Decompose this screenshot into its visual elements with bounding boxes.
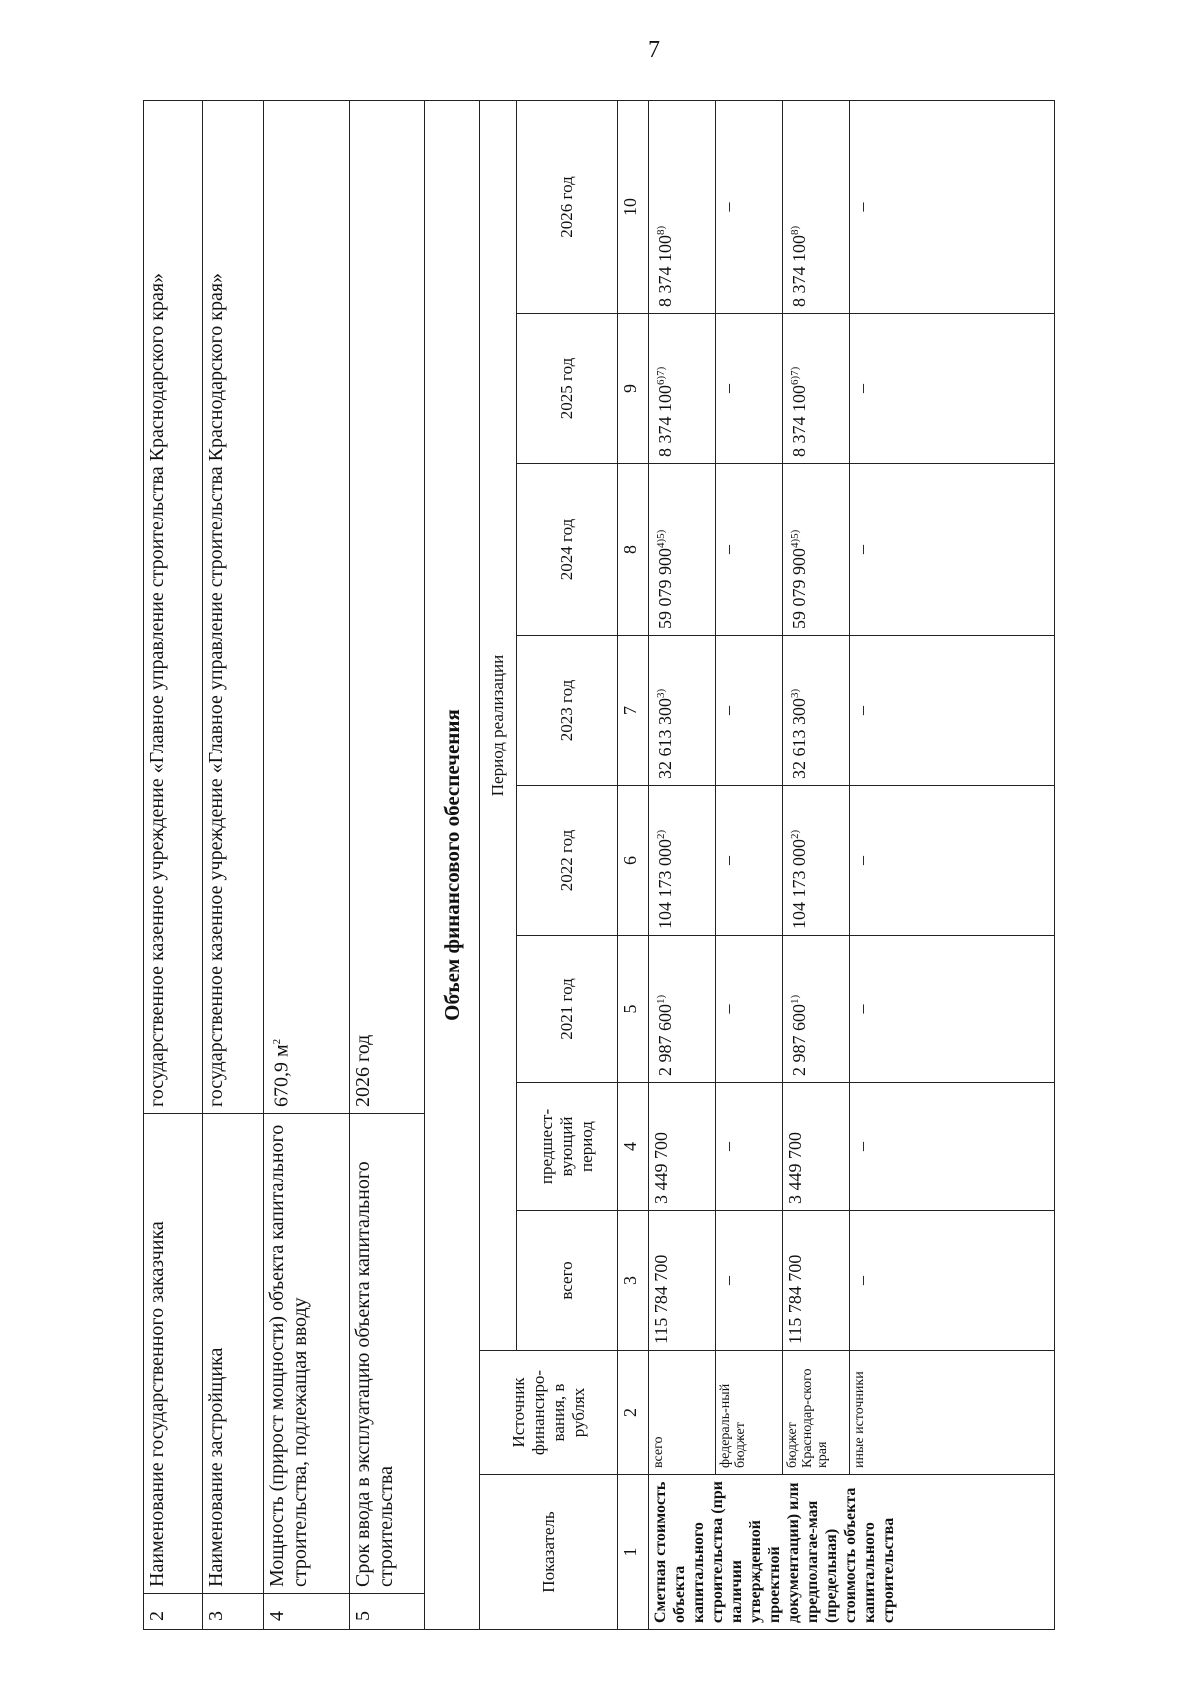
row-value: 2026 год <box>350 101 425 1114</box>
total-cell: 115 784 700 <box>649 1211 716 1351</box>
object-info-table <box>143 100 425 1630</box>
total-cell: – <box>716 1211 783 1351</box>
year-cell: 104 173 000$^{2)}$ <box>783 786 850 936</box>
column-index: 1 <box>618 1475 649 1630</box>
year-cell: 32 613 300$^{3)}$ <box>783 636 850 786</box>
finance-section-title: Объем финансового обеспечения <box>425 100 479 1630</box>
year-cell: – <box>716 636 783 786</box>
year-cell: 59 079 $900^{4)5)}$ <box>649 464 716 636</box>
year-cell: 8 374 100$^{8)}$ <box>783 101 850 314</box>
row-label: Мощность (прирост мощности) объекта капитального строительства, подлежащая вводу <box>264 1114 350 1594</box>
year-cell: 32 613 300$^{3)}$ <box>649 636 716 786</box>
header-year: 2025 год <box>517 314 618 464</box>
year-cell: 2 987 600$^{1)}$ <box>783 936 850 1083</box>
table-row <box>783 101 850 1630</box>
column-index: 5 <box>618 936 649 1083</box>
total-cell: – <box>850 1211 1055 1351</box>
column-index: 2 <box>618 1351 649 1475</box>
header-year: 2024 год <box>517 464 618 636</box>
year-cell: – <box>850 314 1055 464</box>
source-cell: бюджет Краснодар-ского края <box>783 1351 850 1475</box>
prev-period-cell: 3 449 700 <box>649 1083 716 1211</box>
year-cell: – <box>850 636 1055 786</box>
total-cell: 115 784 700 <box>783 1211 850 1351</box>
year-cell: – <box>716 464 783 636</box>
index-row <box>618 101 649 1630</box>
row-number: 4 <box>264 1594 350 1630</box>
table-row <box>264 101 350 1630</box>
column-index: 10 <box>618 101 649 314</box>
header-prev-period: предшест-вующий период <box>517 1083 618 1211</box>
row-label: Наименование застройщика <box>203 1114 264 1594</box>
area-superscript: 2 <box>271 1038 283 1045</box>
row-value: государственное казенное учреждение «Главное управление строительства Краснодарского края» <box>203 101 264 1114</box>
column-index: 6 <box>618 786 649 936</box>
year-cell: 2 987 600$^{1)}$ <box>649 936 716 1083</box>
year-cell: – <box>716 786 783 936</box>
header-source: Источник финансиро-вания, в рублях <box>480 1351 618 1475</box>
header-total: всего <box>517 1211 618 1351</box>
header-period: Период реализации <box>480 101 517 1351</box>
row-number: 3 <box>203 1594 264 1630</box>
indicator-cell: Сметная стоимость объекта капитального строительства (при наличии утвержденной проектной документации) или предполагае-мая (предельная) стоимость объекта капитального строительства <box>649 1475 1055 1630</box>
column-index: 3 <box>618 1211 649 1351</box>
year-cell: – <box>716 314 783 464</box>
header-year: 2023 год <box>517 636 618 786</box>
year-cell: – <box>716 101 783 314</box>
table-row <box>716 101 783 1630</box>
rotated-document-content <box>143 100 1153 1630</box>
year-cell: – <box>716 936 783 1083</box>
year-cell: 8 374 $100^{6)7)}$ <box>783 314 850 464</box>
column-index: 4 <box>618 1083 649 1211</box>
source-cell: иные источники <box>850 1351 1055 1475</box>
prev-period-cell: – <box>716 1083 783 1211</box>
prev-period-cell: 3 449 700 <box>783 1083 850 1211</box>
table-row <box>144 101 203 1630</box>
prev-period-cell: – <box>850 1083 1055 1211</box>
header-row <box>480 101 517 1630</box>
row-number: 2 <box>144 1594 203 1630</box>
capacity-value: 670,9 м <box>270 1044 293 1107</box>
year-cell: 8 374 $100^{6)7)}$ <box>649 314 716 464</box>
source-cell: федераль-ный бюджет <box>716 1351 783 1475</box>
source-cell: всего <box>649 1351 716 1475</box>
row-label: Срок ввода в эксплуатацию объекта капитального строительства <box>350 1114 425 1594</box>
row-value: государственное казенное учреждение «Главное управление строительства Краснодарского края» <box>144 101 203 1114</box>
table-row <box>649 101 716 1630</box>
table-row <box>203 101 264 1630</box>
header-year: 2026 год <box>517 101 618 314</box>
year-cell: – <box>850 101 1055 314</box>
header-indicator: Показатель <box>480 1475 618 1630</box>
year-cell: – <box>850 464 1055 636</box>
year-cell: – <box>850 786 1055 936</box>
table-row <box>350 101 425 1630</box>
finance-table <box>479 100 1055 1630</box>
page-number: 7 <box>648 37 660 63</box>
row-value <box>264 101 350 1114</box>
row-label: Наименование государственного заказчика <box>144 1114 203 1594</box>
column-index: 9 <box>618 314 649 464</box>
year-cell: 59 079 $900^{4)5)}$ <box>783 464 850 636</box>
column-index: 7 <box>618 636 649 786</box>
year-cell: 104 173 000$^{2)}$ <box>649 786 716 936</box>
row-number: 5 <box>350 1594 425 1630</box>
table-row <box>850 101 1055 1630</box>
column-index: 8 <box>618 464 649 636</box>
header-year: 2022 год <box>517 786 618 936</box>
year-cell: 8 374 100$^{8)}$ <box>649 101 716 314</box>
year-cell: – <box>850 936 1055 1083</box>
header-year: 2021 год <box>517 936 618 1083</box>
